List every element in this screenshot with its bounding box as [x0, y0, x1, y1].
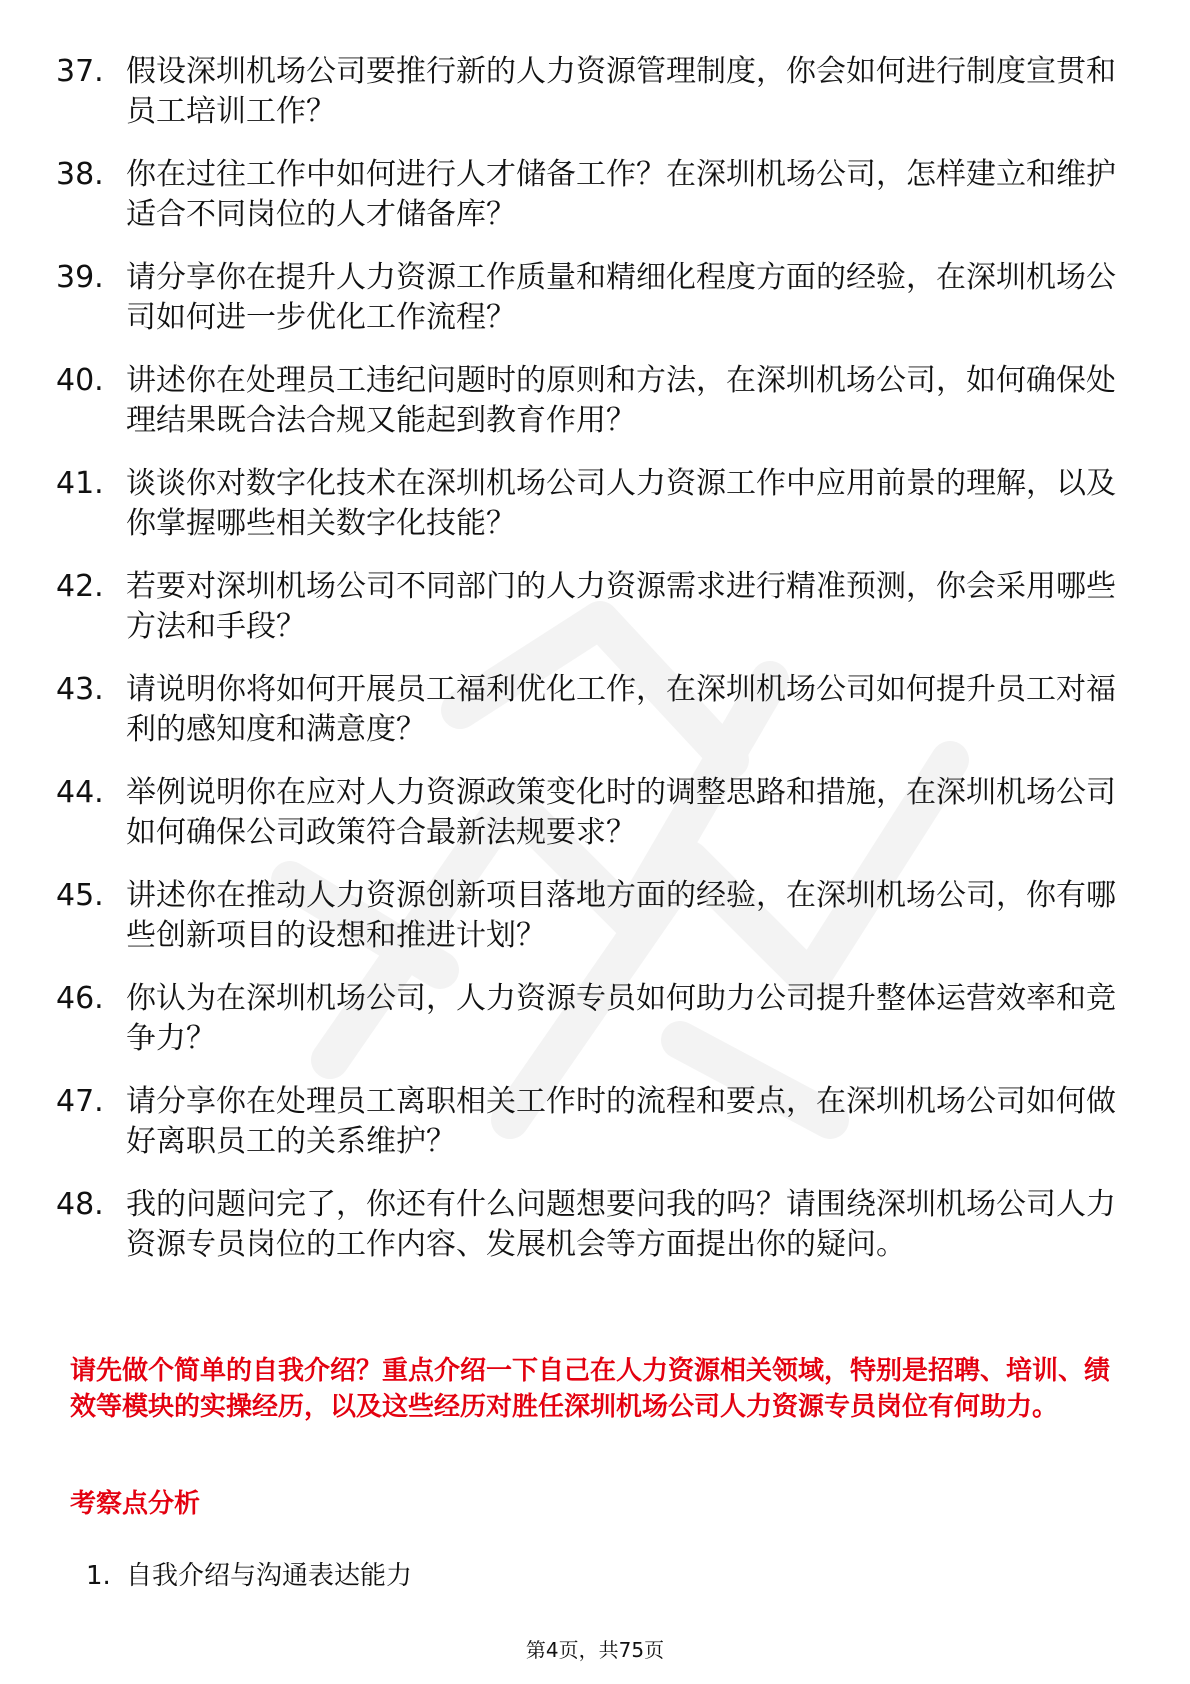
list-item [56, 464, 1136, 544]
analysis-list [86, 1558, 412, 1594]
list-item [56, 52, 1136, 132]
question-text: 你认为在深圳机场公司，人力资源专员如何助力公司提升整体运营效率和竞争力？ [126, 981, 1116, 1056]
question-text: 讲述你在推动人力资源创新项目落地方面的经验，在深圳机场公司，你有哪些创新项目的设想和推进计划？ [126, 878, 1116, 953]
question-text: 假设深圳机场公司要推行新的人力资源管理制度，你会如何进行制度宣贯和员工培训工作？ [126, 54, 1116, 129]
list-item [56, 258, 1136, 338]
analysis-number: 1. [86, 1561, 111, 1591]
question-number: 37. [56, 54, 104, 89]
question-number: 43. [56, 672, 104, 707]
list-item [56, 361, 1136, 441]
question-text: 谈谈你对数字化技术在深圳机场公司人力资源工作中应用前景的理解，以及你掌握哪些相关数字化技能？ [126, 466, 1116, 541]
question-text: 请分享你在提升人力资源工作质量和精细化程度方面的经验，在深圳机场公司如何进一步优化工作流程？ [126, 260, 1116, 335]
question-number: 38. [56, 157, 104, 192]
question-number: 39. [56, 260, 104, 295]
list-item [56, 567, 1136, 647]
section-heading: 考察点分析 [70, 1489, 201, 1519]
list-item [56, 155, 1136, 235]
question-number: 41. [56, 466, 104, 501]
question-number: 45. [56, 878, 104, 913]
list-item [56, 876, 1136, 956]
question-number: 47. [56, 1084, 104, 1119]
highlight-question: 请先做个简单的自我介绍？重点介绍一下自己在人力资源相关领域，特别是招聘、培训、绩效等模块的实操经历，以及这些经历对胜任深圳机场公司人力资源专员岗位有何助力。 [70, 1356, 1111, 1422]
question-number: 44. [56, 775, 104, 810]
question-list [56, 52, 1136, 1288]
question-number: 42. [56, 569, 104, 604]
analysis-text: 自我介绍与沟通表达能力 [126, 1561, 413, 1591]
question-text: 举例说明你在应对人力资源政策变化时的调整思路和措施，在深圳机场公司如何确保公司政策符合最新法规要求？ [126, 775, 1116, 850]
question-number: 40. [56, 363, 104, 398]
question-number: 46. [56, 981, 104, 1016]
list-item [56, 670, 1136, 750]
question-text: 我的问题问完了，你还有什么问题想要问我的吗？请围绕深圳机场公司人力资源专员岗位的工作内容、发展机会等方面提出你的疑问。 [126, 1187, 1116, 1262]
question-text: 请分享你在处理员工离职相关工作时的流程和要点，在深圳机场公司如何做好离职员工的关系维护？ [126, 1084, 1116, 1159]
list-item [56, 1082, 1136, 1162]
question-text: 讲述你在处理员工违纪问题时的原则和方法，在深圳机场公司，如何确保处理结果既合法合规又能起到教育作用？ [126, 363, 1116, 438]
question-text: 请说明你将如何开展员工福利优化工作，在深圳机场公司如何提升员工对福利的感知度和满意度？ [126, 672, 1116, 747]
list-item [56, 773, 1136, 853]
question-number: 48. [56, 1187, 104, 1222]
question-text: 若要对深圳机场公司不同部门的人力资源需求进行精准预测，你会采用哪些方法和手段？ [126, 569, 1116, 644]
list-item [86, 1558, 412, 1594]
question-text: 你在过往工作中如何进行人才储备工作？在深圳机场公司，怎样建立和维护适合不同岗位的人才储备库？ [126, 157, 1116, 232]
page-footer: 第4页，共75页 [525, 1638, 665, 1662]
list-item [56, 979, 1136, 1059]
list-item [56, 1185, 1136, 1265]
